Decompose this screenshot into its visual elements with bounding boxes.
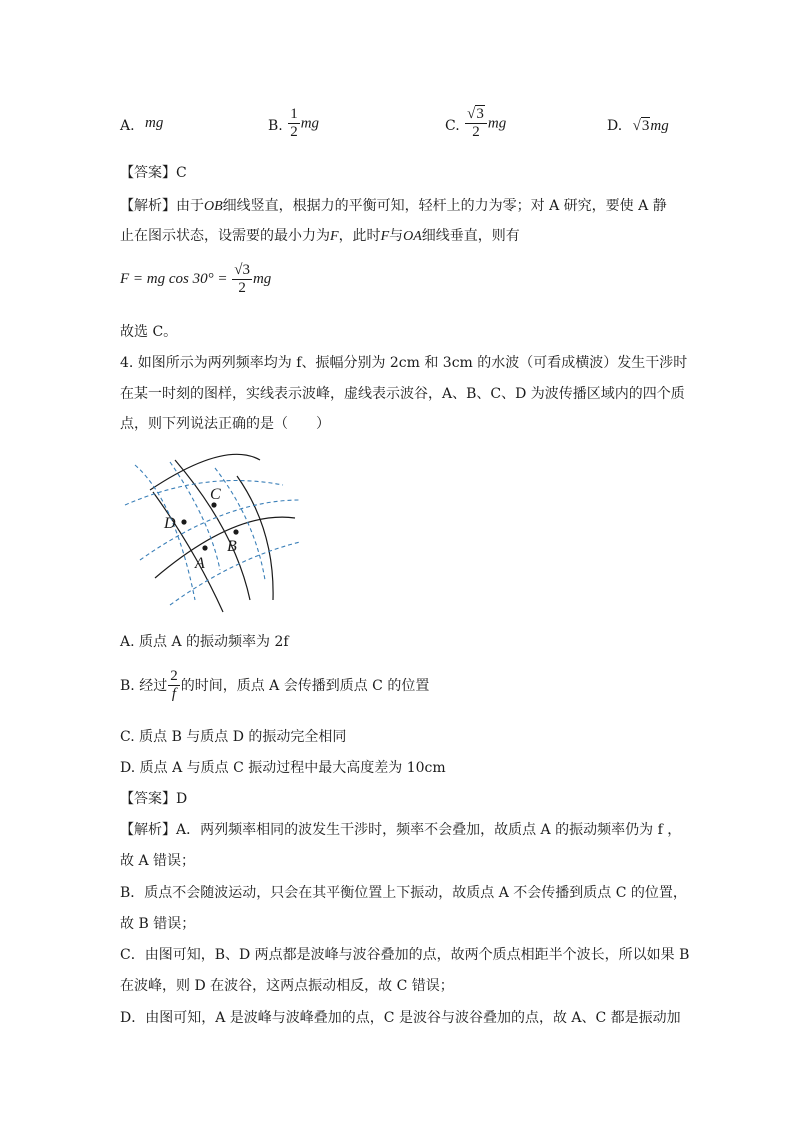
text: 细线竖直，根据力的平衡可知，轻杆上的力为零；对 A 研究，要使 A 静 (222, 198, 667, 214)
analysis-q4-line1 (120, 820, 681, 840)
text: B. 经过 (120, 677, 168, 694)
wave-interference-figure (115, 450, 315, 615)
analysis-q4-line3: B．质点不会随波运动，只会在其平衡位置上下振动，故质点 A 不会传播到质点 C 的位置， (120, 885, 687, 901)
text: 细线垂直，则有 (421, 228, 520, 244)
analysis-q4-line5: C．由图可知，B、D 两点都是波峰与波谷叠加的点，故两个质点相距半个波长，所以如果 B (120, 947, 690, 963)
point-b (233, 529, 238, 534)
text: A．两列频率相同的波发生干涉时，频率不会叠加，故质点 A 的振动频率仍为 f ， (176, 822, 682, 838)
trough-lines (125, 462, 300, 605)
option-d-expression: mg (650, 118, 669, 134)
q4-option-d: D. 质点 A 与质点 C 振动过程中最大高度差为 10cm (120, 760, 446, 776)
trough-line (170, 462, 220, 570)
fraction-denominator: 2 (472, 124, 480, 140)
math-var: OB (204, 199, 223, 214)
option-a-expression: mg (145, 115, 164, 131)
q4-option-a: A. 质点 A 的振动频率为 2f (120, 634, 289, 650)
label-a: A (195, 555, 205, 572)
option-d (607, 118, 669, 135)
crest-line (150, 454, 260, 490)
trough-line (215, 468, 265, 580)
analysis-q3-line2 (120, 226, 520, 247)
analysis-q4-line7: D．由图可知，A 是波峰与波峰叠加的点，C 是波谷与波谷叠加的点，故 A、C 都是振动加 (120, 1010, 681, 1026)
option-letter: C. (445, 117, 460, 134)
question4-line3: 点，则下列说法正确的是（ ） (120, 416, 330, 432)
analysis-q4-line6: 在波峰，则 D 在波谷，这两点振动相反，故 C 错误； (120, 978, 454, 994)
point-c (211, 502, 216, 507)
option-b (268, 106, 319, 141)
formula-rhs: mg (252, 270, 272, 287)
radicand: 3 (476, 106, 484, 122)
point-d (181, 519, 186, 524)
fraction-numerator: √3 (234, 262, 250, 278)
question4-line2: 在某一时刻的图样，实线表示波峰，虚线表示波谷，A、B、C、D 为波传播区域内的四个质 (120, 386, 685, 402)
text: 的时间，质点 A 会传播到质点 C 的位置 (180, 677, 430, 694)
crest-lines (150, 454, 295, 612)
fraction (168, 668, 180, 703)
answer-label: 【答案】 (120, 165, 176, 181)
text: 与 (389, 228, 404, 244)
label-b: B (227, 538, 237, 555)
answer-q4 (120, 789, 187, 809)
formula-q3 (120, 262, 271, 297)
crest-line (175, 460, 250, 600)
analysis-q3-line1 (120, 196, 667, 217)
option-letter: D. (607, 118, 623, 134)
q4-option-b (120, 668, 429, 703)
radicand: 3 (641, 118, 650, 134)
fraction-denominator: f (171, 686, 177, 702)
sqrt-symbol: √3 (467, 106, 484, 122)
option-a (120, 115, 164, 135)
fraction-numerator: 1 (290, 106, 298, 122)
fraction-numerator: 2 (170, 668, 178, 684)
conclusion-q3: 故选 C。 (120, 324, 178, 340)
label-d: D (164, 515, 176, 532)
option-c (445, 106, 506, 141)
q4-option-c: C. 质点 B 与质点 D 的振动完全相同 (120, 729, 347, 745)
fraction-denominator: 2 (238, 280, 246, 296)
option-b-expression: mg (300, 115, 320, 132)
analysis-q4-line2: 故 A 错误； (120, 853, 196, 869)
answer-q3 (120, 163, 187, 183)
option-letter: B. (268, 117, 283, 134)
fraction (288, 106, 300, 141)
answer-value: D (176, 791, 188, 807)
fraction (465, 106, 487, 141)
analysis-q4-line4: 故 B 错误； (120, 916, 196, 932)
crest-line (237, 476, 273, 600)
analysis-label: 【解析】 (120, 198, 176, 214)
label-c: C (210, 486, 221, 503)
fraction-numerator (465, 106, 487, 124)
sqrt-symbol: √3 (632, 118, 650, 134)
fraction (232, 262, 252, 297)
option-letter: A. (120, 118, 135, 134)
math-var: F (330, 229, 339, 244)
text: 由于 (176, 198, 204, 214)
fraction-denominator: 2 (290, 124, 298, 140)
analysis-label: 【解析】 (120, 822, 176, 838)
trough-line (125, 481, 283, 506)
answer-label: 【答案】 (120, 791, 176, 807)
math-var: F (380, 229, 390, 244)
text: 止在图示状态，设需要的最小力为 (120, 228, 330, 244)
text: ，此时 (338, 228, 381, 244)
math-var: OA (403, 229, 422, 244)
formula-lhs: F = mg cos 30° = (120, 270, 228, 287)
answer-value: C (176, 165, 187, 181)
question4-line1: 4. 如图所示为两列频率均为 f、振幅分别为 2cm 和 3cm 的水波（可看成横波）发生干涉时 (120, 355, 688, 371)
option-c-expression: mg (487, 115, 507, 132)
point-a (202, 545, 207, 550)
radicand: 3 (242, 262, 250, 278)
